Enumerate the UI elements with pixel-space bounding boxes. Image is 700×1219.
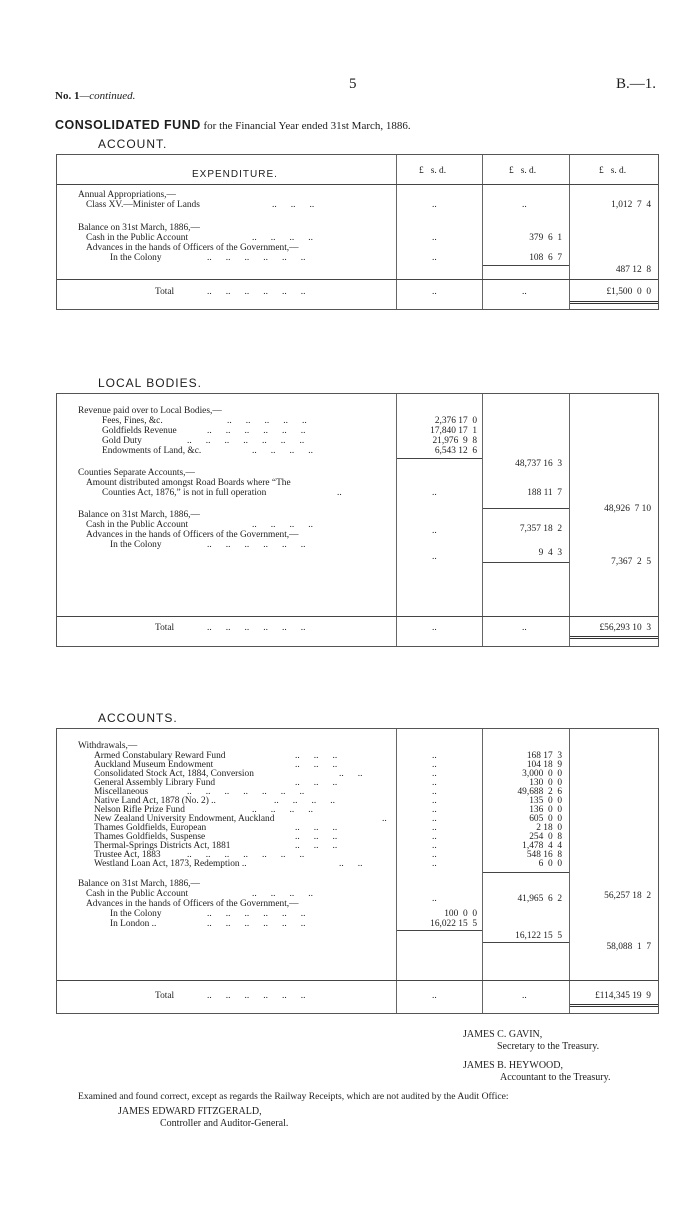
acc-row-col1: 16,022 15 5 <box>430 919 477 929</box>
acc-row-label: Cash in the Public Account <box>86 889 189 899</box>
account-balance-total: 487 12 8 <box>615 265 651 275</box>
account-row-label: Cash in the Public Account <box>86 233 189 243</box>
acc-row-col1: .. <box>432 832 437 842</box>
acc-row-label: In the Colony <box>110 909 162 919</box>
acc-row-col1: .. <box>432 796 437 806</box>
lb-row-label: Revenue paid over to Local Bodies,— <box>78 406 222 416</box>
account-total-col1: .. <box>432 287 437 297</box>
dot-leader: .. .. .. .. .. .. <box>207 426 306 436</box>
account-section-title: ACCOUNT. <box>98 137 168 151</box>
lb-row-label: Counties Act, 1876,” is not in full operation <box>102 488 267 498</box>
dot-leader: .. .. .. .. .. .. .. <box>187 787 305 797</box>
lb-row-col1: 21,976 9 8 <box>432 436 477 446</box>
acc-row-col2: 41,965 6 2 <box>517 894 562 904</box>
acc-row-label: Miscellaneous <box>94 787 149 797</box>
signature-accountant-name: JAMES B. HEYWOOD, <box>463 1060 563 1071</box>
local-bodies-section-title: LOCAL BODIES. <box>98 376 202 390</box>
lb-row-col1: .. <box>432 552 437 562</box>
acc-row-label: Auckland Museum Endowment <box>94 760 214 770</box>
acc-row-col1: .. <box>432 814 437 824</box>
acc-row-label: General Assembly Library Fund <box>94 778 216 788</box>
acc-row-col2: 6 0 0 <box>538 859 562 869</box>
lb-row-label: Cash in the Public Account <box>86 520 189 530</box>
lb-revenue-subtotal: 48,737 16 3 <box>515 459 562 469</box>
acc-row-col1: 100 0 0 <box>444 909 477 919</box>
acc-row-label: Armed Constabulary Reward Fund <box>94 751 226 761</box>
signature-accountant-title: Accountant to the Treasury. <box>500 1072 611 1083</box>
dot-leader: .. .. .. <box>295 823 338 833</box>
lb-row-label: Amount distributed amongst Road Boards where “The <box>86 478 291 488</box>
acc-row-col1: .. <box>432 850 437 860</box>
dot-leader: .. .. .. .. .. .. .. <box>187 850 305 860</box>
lb-row-col2: 7,357 18 2 <box>519 524 562 534</box>
doc-no: No. 1 <box>55 90 80 102</box>
dot-leader: .. .. .. <box>295 760 338 770</box>
lb-row-label: Goldfields Revenue <box>102 426 177 436</box>
acc-row-col1: .. <box>432 769 437 779</box>
dot-leader: .. .. .. .. .. <box>227 416 307 426</box>
lb-row-col1: .. <box>432 488 437 498</box>
dot-leader: .. .. .. .. .. .. <box>207 623 306 633</box>
currency-heading-1: £ s. d. <box>419 166 447 176</box>
account-grand-total: £1,500 0 0 <box>606 287 651 297</box>
account-row-col2: 108 6 7 <box>529 253 562 263</box>
dot-leader: .. .. .. <box>272 200 315 210</box>
dot-leader: .. .. .. <box>295 841 338 851</box>
acc-row-col2: 2 18 0 <box>536 823 562 833</box>
lb-row-col1: .. <box>432 526 437 536</box>
acc-row-label: Native Land Act, 1878 (No. 2) .. <box>94 796 216 806</box>
acc-row-col2: 135 0 0 <box>529 796 562 806</box>
acc-row-col2: 605 0 0 <box>529 814 562 824</box>
acc-row-label: Thermal-Springs Districts Act, 1881 <box>94 841 231 851</box>
acc-row-label: Advances in the hands of Officers of the Government,— <box>86 899 299 909</box>
acc-total-label: Total <box>155 991 175 1001</box>
lb-row-col1: 6,543 12 6 <box>434 446 477 456</box>
signature-auditor-title: Controller and Auditor-General. <box>160 1118 289 1129</box>
lb-row-label: Gold Duty <box>102 436 142 446</box>
lb-row-col1: 2,376 17 0 <box>434 416 477 426</box>
lb-row-col1: 17,840 17 1 <box>430 426 477 436</box>
acc-row-col1: .. <box>432 841 437 851</box>
dot-leader: .. .. .. .. <box>252 520 313 530</box>
dot-leader: .. <box>382 814 387 824</box>
dot-leader: .. .. .. .. .. .. <box>207 253 306 263</box>
lb-row-col2: 188 11 7 <box>527 488 562 498</box>
dot-leader: .. .. .. .. <box>252 233 313 243</box>
acc-row-col1: .. <box>432 751 437 761</box>
account-row-col2: 379 6 1 <box>529 233 562 243</box>
acc-advances-subtotal: 16,122 15 5 <box>515 931 562 941</box>
acc-row-label: Thames Goldfields, Suspense <box>94 832 206 842</box>
local-bodies-table <box>56 393 659 647</box>
dot-leader: .. .. .. .. .. .. <box>207 991 306 1001</box>
acc-row-col1: .. <box>432 787 437 797</box>
acc-row-col2: 136 0 0 <box>529 805 562 815</box>
currency-heading-2: £ s. d. <box>509 166 537 176</box>
lb-row-label: Advances in the hands of Officers of the Government,— <box>86 530 299 540</box>
account-row-label: Class XV.—Minister of Lands <box>86 200 200 210</box>
dot-leader: .. .. .. .. .. .. <box>207 909 306 919</box>
lb-total-col1: .. <box>432 623 437 633</box>
account-total-col2: .. <box>522 287 527 297</box>
account-row-label: Balance on 31st March, 1886,— <box>78 223 200 233</box>
document-number <box>55 90 135 102</box>
acc-row-col2: 254 0 8 <box>529 832 562 842</box>
acc-row-col1: .. <box>432 760 437 770</box>
page-number: 5 <box>349 76 357 92</box>
acc-row-label: Trustee Act, 1883 <box>94 850 161 860</box>
acc-row-col2: 548 16 8 <box>526 850 562 860</box>
account-table <box>56 154 659 310</box>
acc-total-col2: .. <box>522 991 527 1001</box>
lb-balance-total: 7,367 2 5 <box>611 557 651 567</box>
lb-withdrawals-total: 48,926 7 10 <box>604 504 651 514</box>
signature-secretary-name: JAMES C. GAVIN, <box>463 1029 543 1040</box>
accounts-table <box>56 728 659 1014</box>
account-total-label: Total <box>155 287 175 297</box>
account-row-col1: .. <box>432 253 437 263</box>
acc-row-label: Consolidated Stock Act, 1884, Conversion <box>94 769 254 779</box>
acc-row-label: Thames Goldfields, European <box>94 823 207 833</box>
dot-leader: .. .. .. <box>295 778 338 788</box>
dot-leader: .. .. .. .. .. .. .. <box>187 436 305 446</box>
lb-row-label: Balance on 31st March, 1886,— <box>78 510 200 520</box>
acc-row-col2: 130 0 0 <box>529 778 562 788</box>
acc-row-col2: 49,688 2 6 <box>517 787 562 797</box>
acc-row-label: Balance on 31st March, 1886,— <box>78 879 200 889</box>
lb-row-label: Endowments of Land, &c. <box>102 446 202 456</box>
account-row-col3: 1,012 7 4 <box>611 200 651 210</box>
dot-leader: .. .. <box>339 769 363 779</box>
account-row-col2: .. <box>522 200 527 210</box>
account-row-label: In the Colony <box>110 253 162 263</box>
acc-balance-total: 58,088 1 7 <box>606 942 651 952</box>
dot-leader: .. .. .. .. .. .. <box>207 540 306 550</box>
acc-row-col1: .. <box>432 859 437 869</box>
fund-title-rest: for the Financial Year ended 31st March, 1886. <box>203 120 411 132</box>
dot-leader: .. .. .. .. <box>252 805 313 815</box>
lb-grand-total: £56,293 10 3 <box>599 623 651 633</box>
lb-row-label: Counties Separate Accounts,— <box>78 468 195 478</box>
dot-leader: .. .. .. .. <box>274 796 335 806</box>
acc-row-col2: 104 18 9 <box>526 760 562 770</box>
acc-grand-total: £114,345 19 9 <box>595 991 651 1001</box>
fund-title <box>55 118 411 132</box>
accounts-section-title: ACCOUNTS. <box>98 711 178 725</box>
acc-total-col1: .. <box>432 991 437 1001</box>
acc-withdrawals-total: 56,257 18 2 <box>604 891 651 901</box>
acc-row-col2: 3,000 0 0 <box>522 769 562 779</box>
lb-total-col2: .. <box>522 623 527 633</box>
acc-row-col1: .. <box>432 778 437 788</box>
signature-secretary-title: Secretary to the Treasury. <box>497 1041 600 1052</box>
acc-row-col1: .. <box>432 894 437 904</box>
acc-row-label: In London .. <box>110 919 157 929</box>
currency-heading-3: £ s. d. <box>599 166 627 176</box>
acc-row-col2: 1,478 4 4 <box>522 841 562 851</box>
lb-row-label: In the Colony <box>110 540 162 550</box>
dot-leader: .. .. .. <box>295 751 338 761</box>
acc-row-label: New Zealand University Endowment, Auckland <box>94 814 275 824</box>
acc-row-label: Westland Loan Act, 1873, Redemption .. <box>94 859 247 869</box>
acc-row-col1: .. <box>432 823 437 833</box>
acc-row-col1: .. <box>432 805 437 815</box>
lb-row-col2: 9 4 3 <box>538 548 562 558</box>
account-row-col1: .. <box>432 233 437 243</box>
dot-leader: .. .. .. .. <box>252 889 313 899</box>
signature-auditor-name: JAMES EDWARD FITZGERALD, <box>118 1106 262 1117</box>
expenditure-heading: EXPENDITURE. <box>192 169 278 180</box>
document-reference: B.—1. <box>615 76 656 92</box>
acc-row-label: Withdrawals,— <box>78 741 138 751</box>
dot-leader: .. .. .. .. <box>252 446 313 456</box>
lb-total-label: Total <box>155 623 175 633</box>
acc-row-label: Nelson Rifle Prize Fund <box>94 805 185 815</box>
dot-leader: .. .. .. <box>295 832 338 842</box>
doc-no-suffix: —continued. <box>79 90 136 102</box>
account-row-label: Annual Appropriations,— <box>78 190 176 200</box>
fund-title-bold: CONSOLIDATED FUND <box>55 118 201 132</box>
dot-leader: .. .. .. .. .. .. <box>207 287 306 297</box>
dot-leader: .. <box>337 488 342 498</box>
dot-leader: .. .. .. .. .. .. <box>207 919 306 929</box>
account-row-label: Advances in the hands of Officers of the Government,— <box>86 243 299 253</box>
lb-row-label: Fees, Fines, &c. <box>102 416 163 426</box>
dot-leader: .. .. <box>339 859 363 869</box>
acc-row-col2: 168 17 3 <box>526 751 562 761</box>
account-row-col1: .. <box>432 200 437 210</box>
audit-note: Examined and found correct, except as regards the Railway Receipts, which are not audited by the Audit Office: <box>78 1091 509 1102</box>
